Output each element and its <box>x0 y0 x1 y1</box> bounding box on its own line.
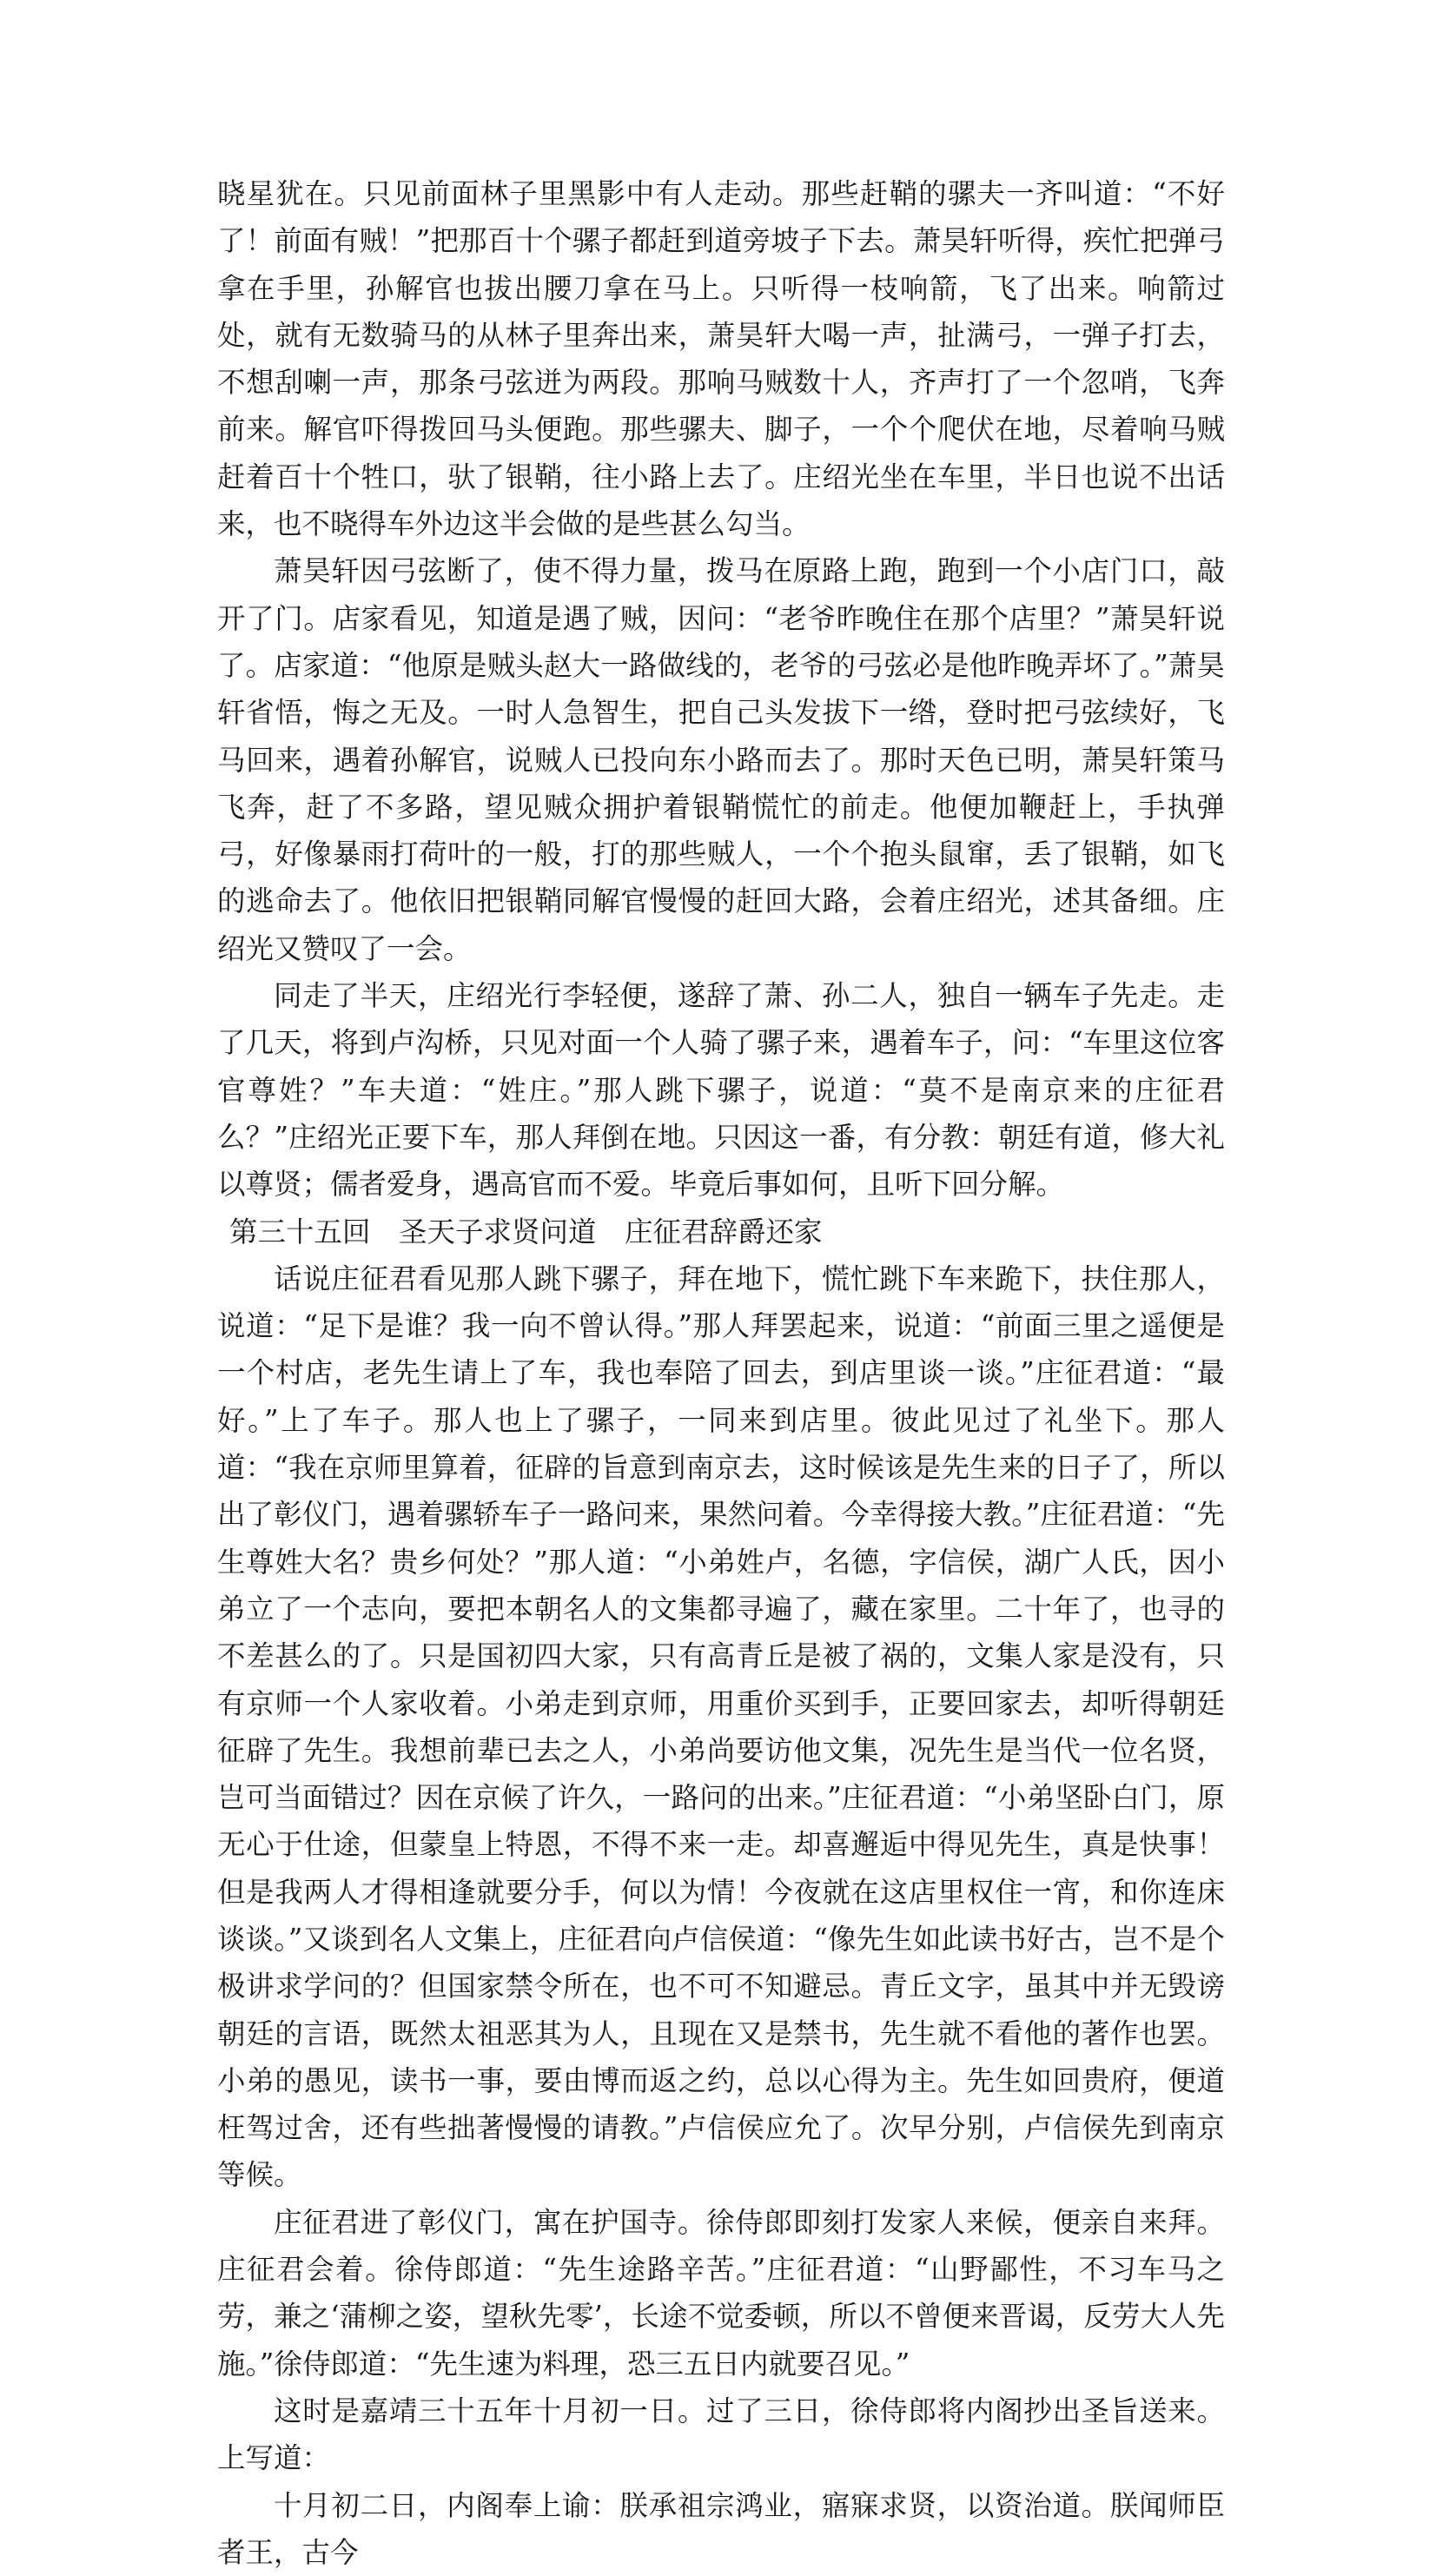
paragraph-2: 萧昊轩因弓弦断了，使不得力量，拨马在原路上跑，跑到一个小店门口，敲开了门。店家看见，知道是遇了贼，因问：“老爷昨晚住在那个店里？”萧昊轩说了。店家道：“他原是贼头赵大一路做线的，老爷的弓弦必是他昨晚弄坏了。”萧昊轩省悟，悔之无及。一时人急智生，把自己头发拔下一绺，登时把弓弦续好，飞马回来，遇着孙解官，说贼人已投向东小路而去了。那时天色已明，萧昊轩策马飞奔，赶了不多路，望见贼众拥护着银鞘慌忙的前走。他便加鞭赶上，手执弹弓，好像暴雨打荷叶的一般，打的那些贼人，一个个抱头鼠窜，丢了银鞘，如飞的逃命去了。他依旧把银鞘同解官慢慢的赶回大路，会着庄绍光，述其备细。庄绍光又赞叹了一会。 <box>217 554 1225 965</box>
paragraph-3: 同走了半天，庄绍光行李轻便，遂辞了萧、孙二人，独自一辆车子先走。走了几天，将到卢沟桥，只见对面一个人骑了骡子来，遇着车子，问：“车里这位客官尊姓？”车夫道：“姓庄。”那人跳下骡子，说道：“莫不是南京来的庄征君么？”庄绍光正要下车，那人拜倒在地。只因这一番，有分教：朝廷有道，修大礼以尊贤；儒者爱身，遇高官而不爱。毕竟后事如何，且听下回分解。 <box>217 979 1225 1202</box>
paragraph-6: 这时是嘉靖三十五年十月初一日。过了三日，徐侍郎将内阁抄出圣旨送来。上写道： <box>217 2394 1225 2475</box>
chapter-heading: 第三十五回 圣天子求贤问道 庄征君辞爵还家 <box>229 1215 823 1248</box>
paragraph-5: 庄征君进了彰仪门，寓在护国寺。徐侍郎即刻打发家人来候，便亲自来拜。庄征君会着。徐侍郎道：“先生途路辛苦。”庄征君道：“山野鄙性，不习车马之劳，兼之‘蒲柳之姿，望秋先零’，长途不觉委顿，所以不曾便来晋谒，反劳大人先施。”徐侍郎道：“先生速为料理，恐三五日内就要召见。” <box>217 2205 1225 2381</box>
document-page <box>217 170 1225 2576</box>
paragraph-7: 十月初二日，内阁奉上谕：朕承祖宗鸿业，寤寐求贤，以资治道。朕闻师臣者王，古今 <box>217 2488 1225 2569</box>
paragraph-4: 话说庄征君看见那人跳下骡子，拜在地下，慌忙跳下车来跪下，扶住那人，说道：“足下是谁？我一向不曾认得。”那人拜罢起来，说道：“前面三里之遥便是一个村店，老先生请上了车，我也奉陪了回去，到店里谈一谈。”庄征君道：“最好。”上了车子。那人也上了骡子，一同来到店里。彼此见过了礼坐下。那人道：“我在京师里算着，征辟的旨意到南京去，这时候该是先生来的日子了，所以出了彰仪门，遇着骡轿车子一路问来，果然问着。今幸得接大教。”庄征君道：“先生尊姓大名？贵乡何处？”那人道：“小弟姓卢，名德，字信侯，湖广人氏，因小弟立了一个志向，要把本朝名人的文集都寻遍了，藏在家里。二十年了，也寻的不差甚么的了。只是国初四大家，只有高青丘是被了祸的，文集人家是没有，只有京师一个人家收着。小弟走到京师，用重价买到手，正要回家去，却听得朝廷征辟了先生。我想前辈已去之人，小弟尚要访他文集，况先生是当代一位名贤，岂可当面错过？因在京候了许久，一路问的出来。”庄征君道：“小弟坚卧白门，原无心于仕途，但蒙皇上特恩，不得不来一走。却喜邂逅中得见先生，真是快事！但是我两人才得相逢就要分手，何以为情！今夜就在这店里权住一宵，和你连床谈谈。”又谈到名人文集上，庄征君向卢信侯道：“像先生如此读书好古，岂不是个极讲求学问的？但国家禁令所在，也不可不知避忌。青丘文字，虽其中并无毁谤朝廷的言语，既然太祖恶其为人，且现在又是禁书，先生就不看他的著作也罢。小弟的愚见，读书一事，要由博而返之约，总以心得为主。先生如回贵府，便道枉驾过舍，还有些拙著慢慢的请教。”卢信侯应允了。次早分别，卢信侯先到南京等候。 <box>217 1262 1225 2192</box>
paragraph-1: 晓星犹在。只见前面林子里黑影中有人走动。那些赶鞘的骡夫一齐叫道：“不好了！前面有贼！”把那百十个骡子都赶到道旁坡子下去。萧昊轩听得，疾忙把弹弓拿在手里，孙解官也拔出腰刀拿在马上。只听得一枝响箭，飞了出来。响箭过处，就有无数骑马的从林子里奔出来，萧昊轩大喝一声，扯满弓，一弹子打去，不想刮喇一声，那条弓弦迸为两段。那响马贼数十人，齐声打了一个忽哨，飞奔前来。解官吓得拨回马头便跑。那些骡夫、脚子，一个个爬伏在地，尽着响马贼赶着百十个牲口，驮了银鞘，往小路上去了。庄绍光坐在车里，半日也说不出话来，也不晓得车外边这半会做的是些甚么勾当。 <box>217 177 1225 541</box>
